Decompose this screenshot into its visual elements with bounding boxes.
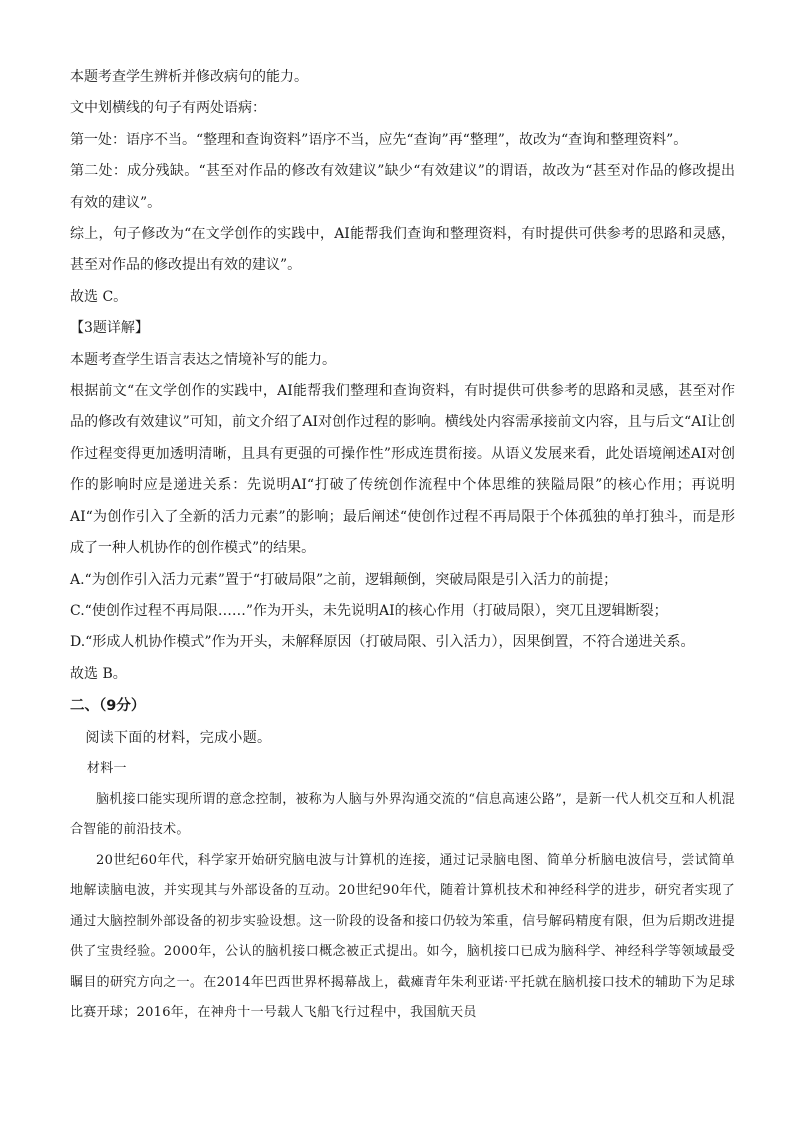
material-paragraph-1: 脑机接口能实现所谓的意念控制，被称为人脑与外界沟通交流的“信息高速公路”，是新一代人机交互和人机混合智能的前沿技术。 xyxy=(70,791,735,838)
material-label: 材料一 xyxy=(86,761,127,777)
q3-header: 【3题详解】 xyxy=(70,320,149,337)
q3-option-a: A.“为创作引入活力元素”置于“打破局限”之前，逻辑颠倒，突破局限是引入活力的前提； xyxy=(70,571,618,588)
section-title: 二、（9分） xyxy=(70,698,146,715)
reading-instruction: 阅读下面的材料，完成小题。 xyxy=(85,730,272,747)
q3-option-c: C.“使创作过程不再局限……”作为开头，未先说明AI的核心作用（打破局限），突兀且逻辑断裂； xyxy=(70,602,668,619)
q2-note: 文中划横线的句子有两处语病： xyxy=(70,100,266,117)
answer-explanation xyxy=(70,62,735,690)
q3-analysis: 根据前文“在文学创作的实践中，AI能帮我们整理和查询资料，有时提供可供参考的思路和灵感，甚至对作品的修改有效建议”可知，前文介绍了AI对创作过程的影响。横线处内容需承接前文内容，且与后文“AI让创作过程变得更加透明清晰，且具有更强的可操作性”形成连贯衔接。从语义发展来看，此处语境阐述AI对创作的影响时应是递进关系：先说明AI“打破了传统创作流程中个体思维的狭隘局限”的核心作用；再说明AI“为创作引入了全新的活力元素”的影响；最后阐述“使创作过程不再局限于个体孤独的单打独斗，而是形成了一种人机协作的创作模式”的结果。 xyxy=(70,383,735,557)
q3-intro: 本题考查学生语言表达之情境补写的能力。 xyxy=(70,351,336,368)
q2-error-1: 第一处：语序不当。“整理和查询资料”语序不当，应先“查询”再“整理”，故改为“查询和整理资料”。 xyxy=(70,131,688,148)
document-page xyxy=(70,62,735,1029)
q2-intro: 本题考查学生辨析并修改病句的能力。 xyxy=(70,69,308,85)
q3-choice: 故选 B。 xyxy=(70,665,127,682)
q3-option-d: D.“形成人机协作模式”作为开头，未解释原因（打破局限、引入活力），因果倒置，不符合递进关系。 xyxy=(70,634,695,651)
material-paragraph-2: 20世纪60年代，科学家开始研究脑电波与计算机的连接，通过记录脑电图、简单分析脑电波信号，尝试简单地解读脑电波，并实现其与外部设备的互动。20世纪90年代，随着计算机技术和神经科学的进步，研究者实现了通过大脑控制外部设备的初步实验设想。这一阶段的设备和接口仍较为笨重，信号解码精度有限，但为后期改进提供了宝贵经验。2000年，公认的脑机接口概念被正式提出。如今，脑机接口已成为脑科学、神经科学等领域最受瞩目的研究方向之一。在2014年巴西世界杯揭幕战上，截瘫青年朱利亚诺·平托就在脑机接口技术的辅助下为足球比赛开球；2016年，在神舟十一号载人飞船飞行过程中，我国航天员 xyxy=(70,852,736,1021)
reading-material xyxy=(70,722,735,1029)
q2-choice: 故选 C。 xyxy=(70,288,128,305)
q2-summary: 综上，句子修改为“在文学创作的实践中，AI能帮我们查询和整理资料，有时提供可供参考的思路和灵感，甚至对作品的修改提出有效的建议”。 xyxy=(70,226,735,274)
q2-error-2: 第二处：成分残缺。“甚至对作品的修改有效建议”缺少“有效建议”的谓语，故改为“甚至对作品的修改提出有效的建议”。 xyxy=(70,163,735,211)
